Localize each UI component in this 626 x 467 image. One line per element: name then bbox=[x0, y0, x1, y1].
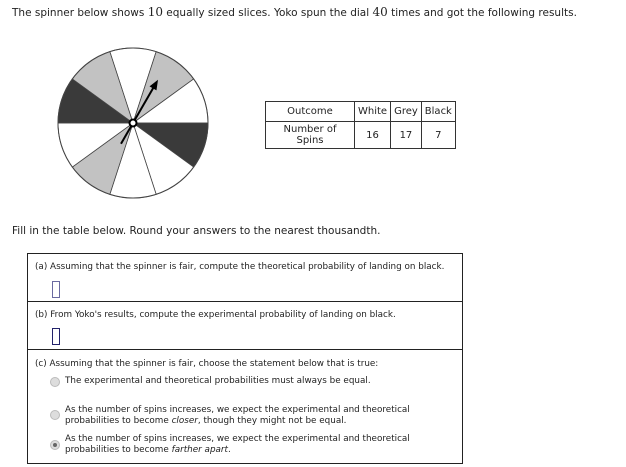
header-black: Black bbox=[421, 102, 455, 122]
results-table bbox=[265, 101, 456, 149]
problem-intro: The spinner below shows 10 equally sized slices. Yoko spun the dial 40 times and got the following results. bbox=[12, 5, 577, 19]
value-black: 7 bbox=[421, 122, 455, 149]
option-1-radio[interactable] bbox=[50, 377, 60, 387]
value-grey: 17 bbox=[391, 122, 422, 149]
header-outcome: Outcome bbox=[266, 102, 355, 122]
option-1-text: The experimental and theoretical probabilities must always be equal. bbox=[65, 376, 371, 386]
spinner bbox=[55, 45, 211, 201]
option-3-text: As the number of spins increases, we expect the experimental and theoretical probabilities to become farther apart. bbox=[65, 434, 410, 455]
option-2-radio[interactable] bbox=[50, 410, 60, 420]
part-a bbox=[27, 253, 463, 303]
part-b-question: (b) From Yoko's results, compute the experimental probability of landing on black. bbox=[35, 310, 396, 320]
part-a-question: (a) Assuming that the spinner is fair, compute the theoretical probability of landing on black. bbox=[35, 262, 445, 272]
header-grey: Grey bbox=[391, 102, 422, 122]
part-c-question: (c) Assuming that the spinner is fair, choose the statement below that is true: bbox=[35, 359, 379, 369]
option-3-radio[interactable] bbox=[50, 440, 60, 450]
instructions: Fill in the table below. Round your answers to the nearest thousandth. bbox=[12, 225, 381, 237]
table-row bbox=[266, 102, 456, 122]
spinner-hub bbox=[130, 120, 137, 127]
part-b bbox=[27, 301, 463, 351]
option-2-text: As the number of spins increases, we expect the experimental and theoretical probabilities to become closer, though they might not be equal. bbox=[65, 405, 410, 426]
part-c bbox=[27, 349, 463, 464]
row-label: Number of Spins bbox=[266, 122, 355, 149]
header-white: White bbox=[355, 102, 391, 122]
part-b-answer-input[interactable] bbox=[52, 328, 60, 345]
part-a-answer-input[interactable] bbox=[52, 281, 60, 298]
table-row bbox=[266, 122, 456, 149]
value-white: 16 bbox=[355, 122, 391, 149]
